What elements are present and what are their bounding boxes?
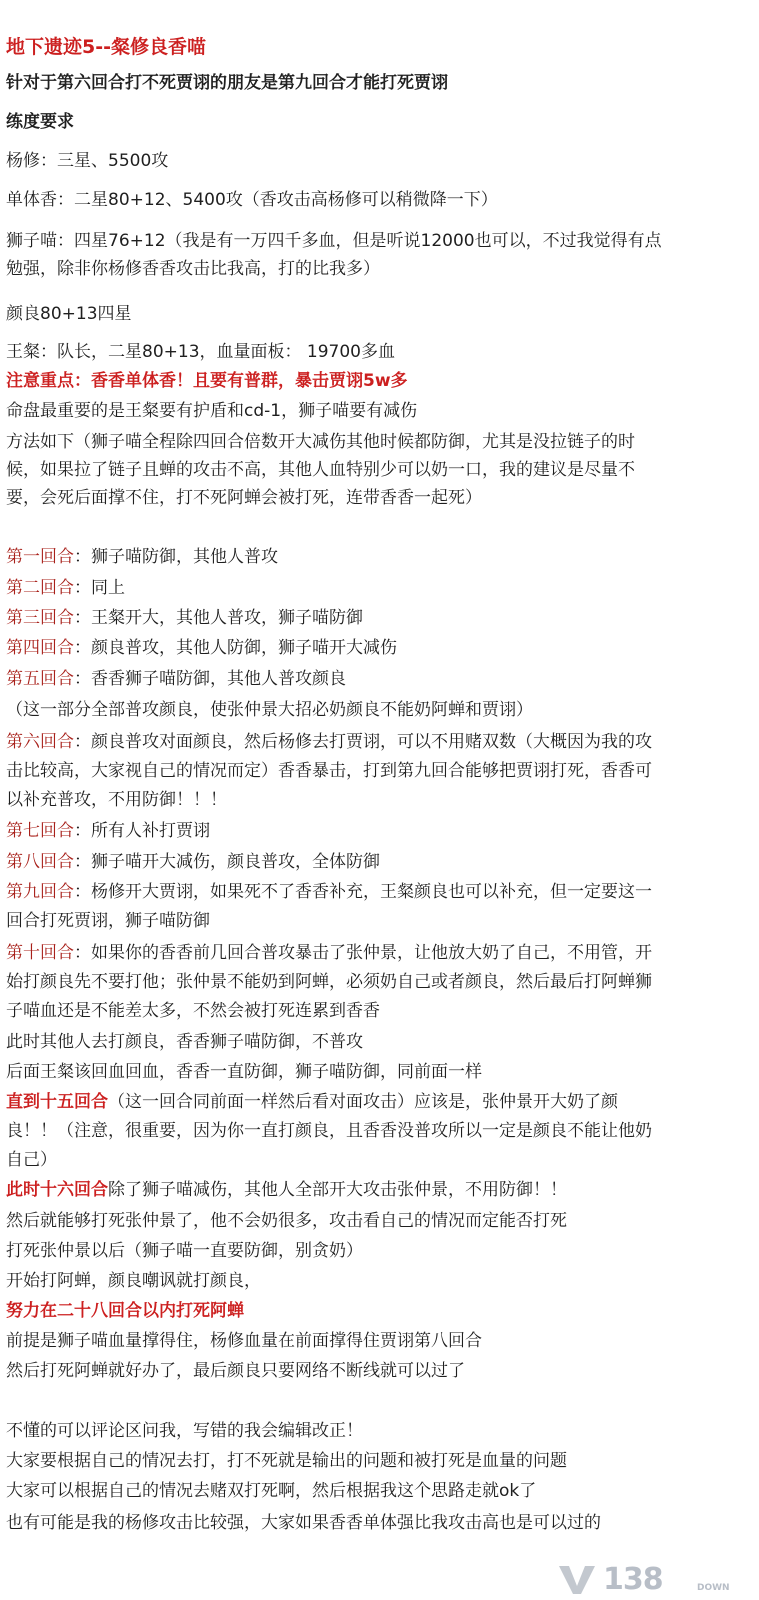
round-8-text: ：狮子喵开大减伤，颜良普攻，全体防御 [74, 852, 380, 872]
watermark-sub: DOWN [697, 1583, 730, 1593]
round-16-label: 此时十六回合 [6, 1180, 108, 1200]
article-subtitle: 针对于第六回合打不死贾诩的朋友是第九回合才能打死贾诩 [6, 73, 448, 93]
closing-line2: 大家要根据自己的情况去打，打不死就是输出的问题和被打死是血量的问题 [6, 1451, 567, 1471]
round-8-label: 第八回合 [6, 852, 74, 872]
requirements-heading: 练度要求 [6, 112, 74, 132]
round-6-text: ：颜良普攻对面颜良，然后杨修去打贾诩，可以不用赌双数（大概因为我的攻 [74, 732, 652, 752]
round-1-label: 第一回合 [6, 547, 74, 567]
round-15 [6, 1091, 618, 1113]
round-7 [6, 820, 210, 842]
round-6-line2: 击比较高，大家视自己的情况而定）香香暴击，打到第九回合能够把贾诩打死，香香可 [6, 761, 652, 781]
after-line1: 此时其他人去打颜良，香香狮子喵防御，不普攻 [6, 1032, 363, 1052]
req-yangxiu: 杨修：三星、5500攻 [6, 151, 169, 171]
watermark-logo-icon [555, 1560, 601, 1598]
round-6-line3: 以补充普攻，不用防御！！！ [6, 790, 227, 810]
round-16-text: 除了狮子喵减伤，其他人全部开大攻击张仲景，不用防御！！ [108, 1180, 567, 1200]
watermark-brand: 138 [603, 1562, 663, 1597]
mingpan-note: 命盘最重要的是王粲要有护盾和cd-1，狮子喵要有减伤 [6, 401, 418, 421]
round-5-label: 第五回合 [6, 669, 74, 689]
req-shizimiao-line1: 狮子喵：四星76+12（我是有一万四千多血，但是听说12000也可以，不过我觉得有点 [6, 231, 662, 251]
round-3-text: ：王粲开大，其他人普攻，狮子喵防御 [74, 608, 363, 628]
round-3 [6, 607, 363, 629]
final-note: 然后打死阿蝉就好办了，最后颜良只要网络不断线就可以过了 [6, 1361, 465, 1381]
article-title: 地下遗迹5--粲修良香喵 [6, 36, 206, 58]
round-2-text: ：同上 [74, 578, 125, 598]
round-2 [6, 577, 125, 599]
closing-line1: 不懂的可以评论区问我，写错的我会编辑改正！ [6, 1421, 363, 1441]
premise-note: 前提是狮子喵血量撑得住，杨修血量在前面撑得住贾诩第八回合 [6, 1331, 482, 1351]
round-2-label: 第二回合 [6, 578, 74, 598]
round-7-label: 第七回合 [6, 821, 74, 841]
round-1-text: ：狮子喵防御，其他人普攻 [74, 547, 278, 567]
round-4-label: 第四回合 [6, 638, 74, 658]
round-15-label: 直到十五回合 [6, 1092, 108, 1112]
round-3-label: 第三回合 [6, 608, 74, 628]
req-xiangxiang: 单体香：二星80+12、5400攻（香攻击高杨修可以稍微降一下） [6, 190, 498, 210]
round-15-line3: 自己） [6, 1150, 57, 1170]
req-wangcan: 王粲：队长，二星80+13，血量面板： 19700多血 [6, 342, 395, 362]
round-5-note: （这一部分全部普攻颜良，使张仲景大招必奶颜良不能奶阿蝉和贾诩） [6, 700, 533, 720]
round-6-label: 第六回合 [6, 732, 74, 752]
round-10-text: ：如果你的香香前几回合普攻暴击了张仲景，让他放大奶了自己，不用管，开 [74, 943, 652, 963]
round-4 [6, 637, 397, 659]
round-10 [6, 942, 652, 964]
then-line2: 打死张仲景以后（狮子喵一直要防御，别贪奶） [6, 1241, 363, 1261]
round-9-line2: 回合打死贾诩，狮子喵防御 [6, 911, 210, 931]
round-15-line2: 良！！（注意，很重要，因为你一直打颜良，且香香没普攻所以一定是颜良不能让他奶 [6, 1121, 652, 1141]
round-7-text: ：所有人补打贾诩 [74, 821, 210, 841]
round-1 [6, 546, 278, 568]
round-10-label: 第十回合 [6, 943, 74, 963]
round-6 [6, 731, 652, 753]
round-8 [6, 851, 380, 873]
then-line1: 然后就能够打死张仲景了，他不会奶很多，攻击看自己的情况而定能否打死 [6, 1211, 567, 1231]
closing-line3: 大家可以根据自己的情况去赌双打死啊，然后根据我这个思路走就ok了 [6, 1481, 537, 1501]
method-line1: 方法如下（狮子喵全程除四回合倍数开大减伤其他时候都防御，尤其是没拉链子的时 [6, 432, 635, 452]
closing-line4: 也有可能是我的杨修攻击比较强，大家如果香香单体强比我攻击高也是可以过的 [6, 1513, 601, 1533]
after-line2: 后面王粲该回血回血，香香一直防御，狮子喵防御，同前面一样 [6, 1062, 482, 1082]
round-10-line2: 始打颜良先不要打他；张仲景不能奶到阿蝉，必须奶自己或者颜良，然后最后打阿蝉狮 [6, 972, 652, 992]
round-9-label: 第九回合 [6, 882, 74, 902]
req-yanliang: 颜良80+13四星 [6, 304, 132, 324]
attention-note: 注意重点：香香单体香！且要有普群，暴击贾诩5w多 [6, 371, 408, 391]
method-line3: 要，会死后面撑不住，打不死阿蝉会被打死，连带香香一起死） [6, 488, 482, 508]
round-15-text: （这一回合同前面一样然后看对面攻击）应该是，张仲景开大奶了颜 [108, 1092, 618, 1112]
then-line3: 开始打阿蝉，颜良嘲讽就打颜良， [6, 1271, 261, 1291]
site-watermark [551, 1558, 751, 1598]
round-4-text: ：颜良普攻，其他人防御，狮子喵开大减伤 [74, 638, 397, 658]
req-shizimiao-line2: 勉强，除非你杨修香香攻击比我高，打的比我多） [6, 259, 380, 279]
round-5 [6, 668, 346, 690]
round-16 [6, 1179, 567, 1201]
round-10-line3: 子喵血还是不能差太多，不然会被打死连累到香香 [6, 1001, 380, 1021]
goal-note: 努力在二十八回合以内打死阿蝉 [6, 1301, 244, 1321]
method-line2: 候，如果拉了链子且蝉的攻击不高，其他人血特别少可以奶一口，我的建议是尽量不 [6, 460, 635, 480]
round-5-text: ：香香狮子喵防御，其他人普攻颜良 [74, 669, 346, 689]
round-9 [6, 881, 652, 903]
round-9-text: ：杨修开大贾诩，如果死不了香香补充，王粲颜良也可以补充，但一定要这一 [74, 882, 652, 902]
